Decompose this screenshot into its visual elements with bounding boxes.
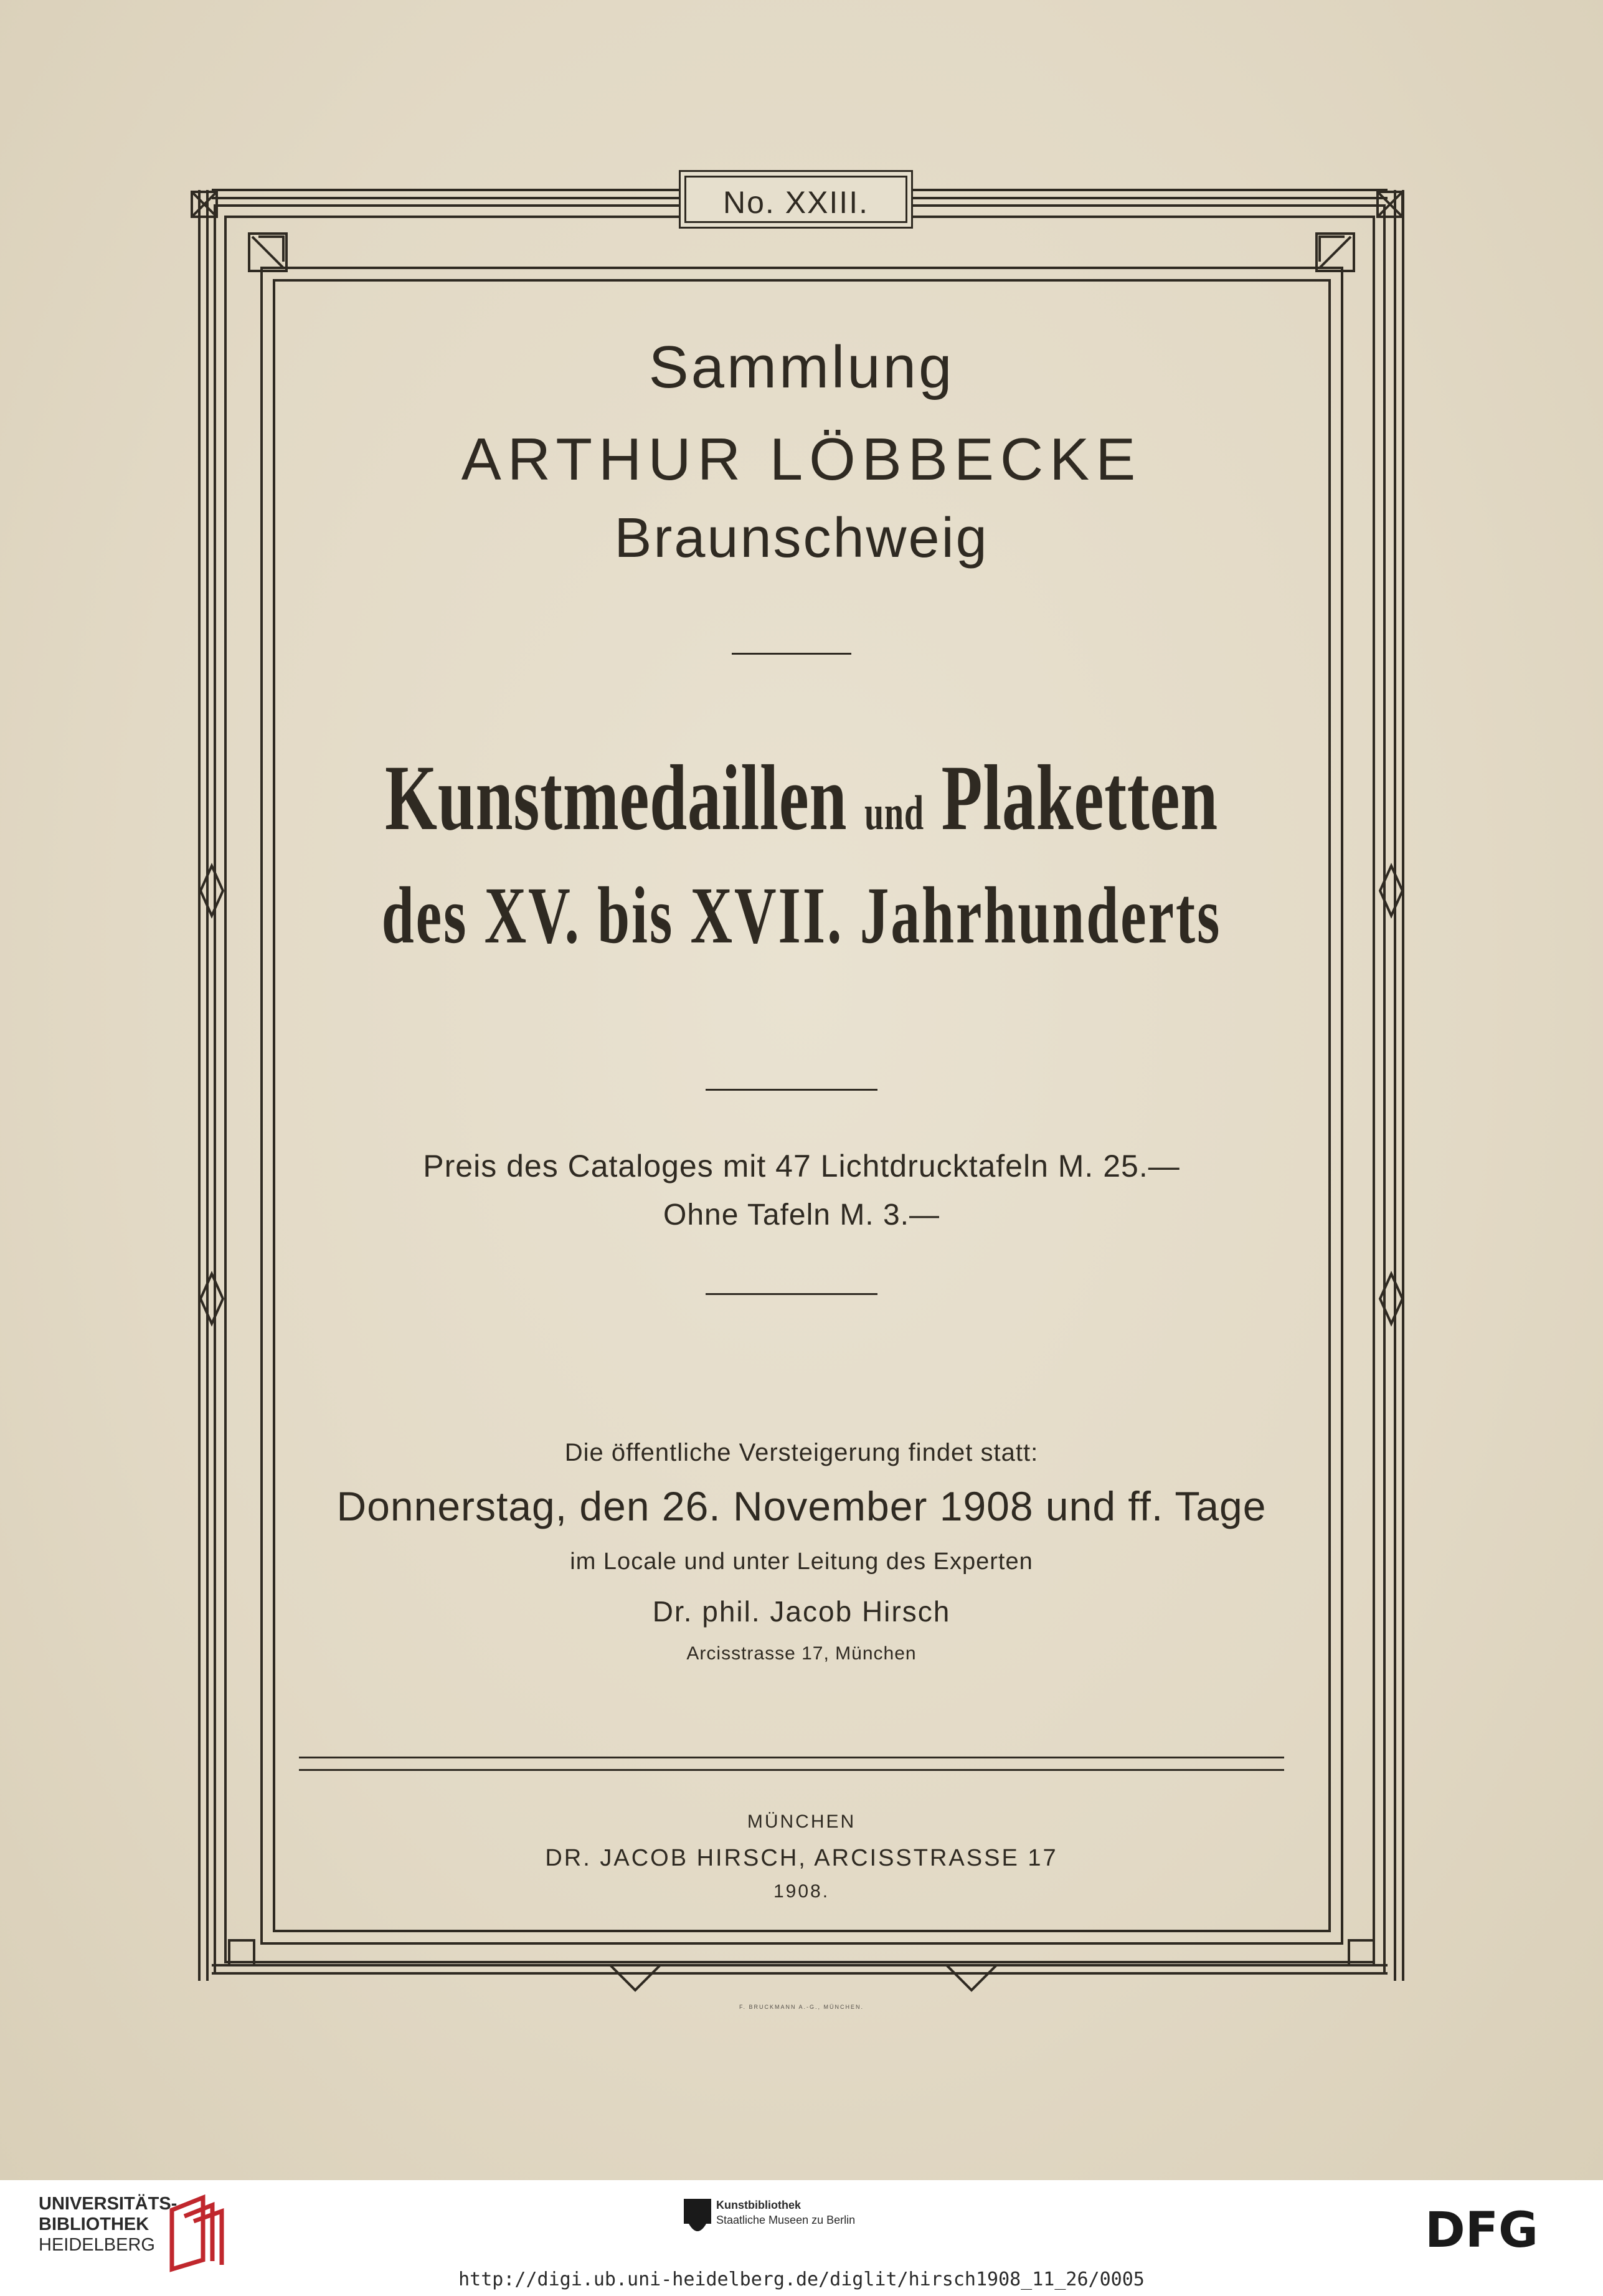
- publisher-city: MÜNCHEN: [747, 1811, 856, 1832]
- collection-label: Sammlung: [648, 334, 955, 401]
- main-heading-line2: des XV. bis XVII. Jahrhunderts: [381, 871, 1222, 961]
- divider-rule: [732, 653, 851, 655]
- heading-word-und: und: [864, 785, 924, 840]
- price-with-plates: Preis des Cataloges mit 47 Lichtdrucktafeln M. 25.—: [423, 1149, 1180, 1184]
- collector-city: Braunschweig: [614, 507, 989, 569]
- ub-line3: HEIDELBERG: [39, 2235, 155, 2255]
- kunstbibliothek-label[interactable]: [716, 2198, 855, 2227]
- auction-intro: Die öffentliche Versteigerung findet statt:: [564, 1439, 1039, 1466]
- expert-name: Dr. phil. Jacob Hirsch: [652, 1595, 951, 1628]
- main-heading-line1: [224, 744, 1378, 852]
- catalogue-number-box: [679, 170, 913, 229]
- collector-name: ARTHUR LÖBBECKE: [461, 426, 1142, 493]
- dfg-logo-icon[interactable]: [1425, 2208, 1574, 2252]
- printer-note: F. BRUCKMANN A.-G., MÜNCHEN.: [739, 2004, 864, 2010]
- publisher-name: DR. JACOB HIRSCH, ARCISSTRASSE 17: [545, 1845, 1058, 1871]
- divider-rule: [706, 1089, 877, 1091]
- kb-line2: Staatliche Museen zu Berlin: [716, 2214, 856, 2226]
- double-rule-top: [299, 1757, 1284, 1758]
- ub-line2: BIBLIOTHEK: [39, 2214, 149, 2234]
- ub-line1: UNIVERSITÄTS-: [39, 2194, 177, 2214]
- double-rule-bottom: [299, 1769, 1284, 1771]
- kunstbibliothek-icon[interactable]: [684, 2199, 711, 2239]
- heading-word-plaketten: Plaketten: [941, 746, 1218, 850]
- auction-venue: im Locale und unter Leitung des Experten: [570, 1549, 1033, 1575]
- publication-year: 1908.: [773, 1881, 830, 1902]
- divider-rule: [706, 1293, 877, 1295]
- dfg-logo-text: DFG: [1425, 2208, 1539, 2252]
- expert-address: Arcisstrasse 17, München: [686, 1643, 917, 1664]
- library-seal-icon: [159, 2191, 228, 2272]
- catalogue-number: No. XXIII.: [723, 185, 869, 220]
- price-without-plates: Ohne Tafeln M. 3.—: [663, 1198, 940, 1231]
- auction-date: Donnerstag, den 26. November 1908 und ff. Tage: [336, 1483, 1267, 1529]
- heading-word-kunstmedaillen: Kunstmedaillen: [385, 746, 848, 850]
- source-url-link[interactable]: http://digi.ub.uni-heidelberg.de/diglit/hirsch1908_11_26/0005: [458, 2269, 1145, 2290]
- kb-line1: Kunstbibliothek: [716, 2199, 801, 2211]
